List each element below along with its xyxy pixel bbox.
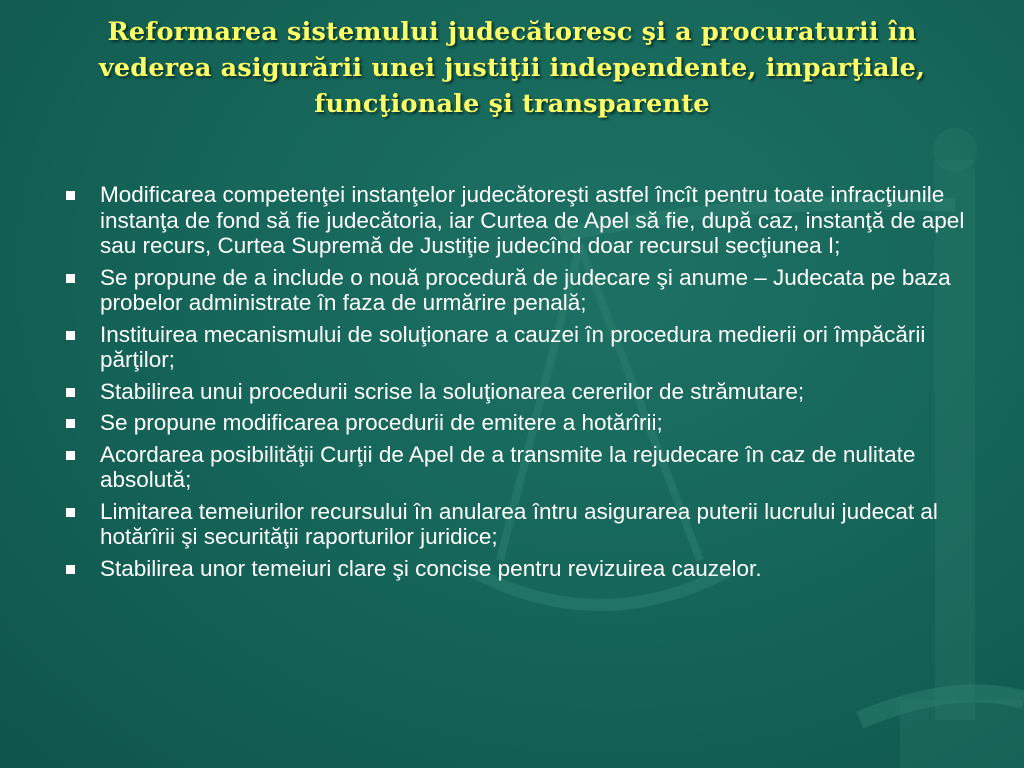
bullet-text: Stabilirea unui procedurii scrise la soluţionarea cererilor de strămutare; xyxy=(100,378,805,404)
square-bullet-icon xyxy=(66,565,75,574)
bullet-text: Acordarea posibilităţii Curţii de Apel de a transmite la rejudecare în caz de nulitate absolută; xyxy=(100,441,916,492)
bullet-list xyxy=(60,182,970,587)
slide-title: Reformarea sistemului judecătoresc şi a procuraturii în vederea asigurării unei justiţii independente, imparţiale, funcţionale şi transparente xyxy=(98,17,926,119)
square-bullet-icon xyxy=(66,331,75,340)
square-bullet-icon xyxy=(66,191,75,200)
list-item xyxy=(60,379,970,405)
list-item xyxy=(60,442,970,493)
list-item xyxy=(60,322,970,373)
bullet-text: Se propune de a include o nouă procedură de judecare şi anume – Judecata pe baza probelor administrate în faza de urmărire penală; xyxy=(100,264,951,315)
square-bullet-icon xyxy=(66,419,75,428)
bullet-text: Stabilirea unor temeiuri clare şi concise pentru revizuirea cauzelor. xyxy=(100,555,762,581)
square-bullet-icon xyxy=(66,388,75,397)
list-item xyxy=(60,410,970,436)
bullet-text: Modificarea competenţei instanţelor judecătoreşti astfel încît pentru toate infracţiunile instanţa de fond să fie judecătoria, iar Curtea de Apel să fie, după caz, instanţă de apel sau recurs, Curtea Supremă de Justiţie judecînd doar recursul secţiunea I; xyxy=(100,182,965,258)
list-item xyxy=(60,556,970,582)
square-bullet-icon xyxy=(66,451,75,460)
list-item xyxy=(60,499,970,550)
bullet-text: Instituirea mecanismului de soluţionare a cauzei în procedura medierii ori împăcării părţilor; xyxy=(100,321,926,372)
bullet-text: Se propune modificarea procedurii de emitere a hotărîrii; xyxy=(100,410,663,435)
bullet-text: Limitarea temeiurilor recursului în anularea întru asigurarea puterii lucrului judecat al hotărîrii şi securităţii raporturilor juridice; xyxy=(100,498,938,549)
square-bullet-icon xyxy=(66,274,75,283)
list-item xyxy=(60,182,970,259)
list-item xyxy=(60,265,970,316)
square-bullet-icon xyxy=(66,508,75,517)
